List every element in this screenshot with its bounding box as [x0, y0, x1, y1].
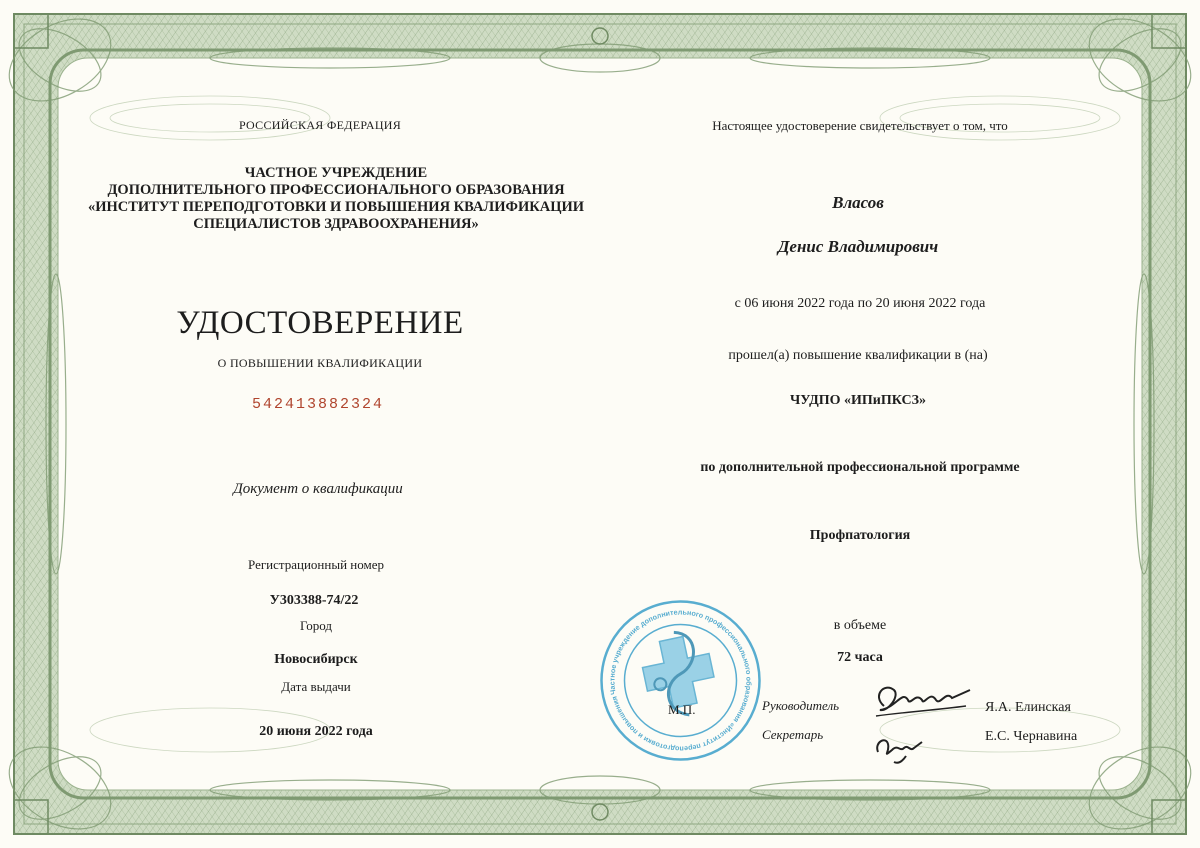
registration-number: У303388-74/22: [269, 593, 359, 608]
secretary-signature-icon: [872, 722, 932, 766]
institution-line: «ИНСТИТУТ ПЕРЕПОДГОТОВКИ И ПОВЫШЕНИЯ КВАЛИФИКАЦИИ: [87, 199, 585, 215]
stamp-mp-label: М.П.: [668, 702, 696, 717]
training-period: с 06 июня 2022 года по 20 июня 2022 года: [734, 296, 986, 311]
secretary-label: Секретарь: [762, 727, 824, 742]
institution-name: [88, 165, 584, 233]
passed-text: прошел(а) повышение квалификации в (на): [728, 348, 988, 363]
volume-value: 72 часа: [837, 650, 883, 665]
institution-line: ЧАСТНОЕ УЧРЕЖДЕНИЕ: [244, 165, 428, 181]
city-label: Город: [299, 618, 333, 633]
stamp-ring-text: Частное учреждение дополнительного профессионального образования «Институт переподготовки и повышения: [607, 607, 754, 754]
issue-date-label: Дата выдачи: [281, 679, 351, 694]
organization-short: ЧУДПО «ИПиПКСЗ»: [789, 393, 927, 408]
holder-surname: Власов: [832, 193, 884, 212]
head-signature-icon: [866, 676, 976, 726]
registration-label: Регистрационный номер: [248, 557, 384, 572]
secretary-name: Е.С. Чернавина: [985, 729, 1078, 744]
serial-number: 542413882324: [251, 396, 385, 413]
institution-line: СПЕЦИАЛИСТОВ ЗДРАВООХРАНЕНИЯ»: [193, 216, 479, 232]
institution-line: ДОПОЛНИТЕЛЬНОГО ПРОФЕССИОНАЛЬНОГО ОБРАЗОВАНИЯ: [107, 182, 565, 198]
program-name: Профпатология: [809, 528, 911, 543]
program-label: по дополнительной профессиональной программе: [700, 460, 1020, 475]
head-label: Руководитель: [762, 698, 840, 713]
document-type: Документ о квалификации: [233, 481, 403, 497]
head-name: Я.А. Елинская: [985, 700, 1071, 715]
certificate-title: УДОСТОВЕРЕНИЕ: [176, 305, 464, 341]
issue-date: 20 июня 2022 года: [259, 724, 373, 739]
volume-label: в объеме: [833, 618, 887, 633]
holder-name: Денис Владимирович: [777, 237, 939, 256]
country-label: РОССИЙСКАЯ ФЕДЕРАЦИЯ: [238, 118, 402, 132]
city-value: Новосибирск: [274, 652, 358, 667]
certificate-subtitle: О ПОВЫШЕНИИ КВАЛИФИКАЦИИ: [217, 356, 423, 370]
seal-stamp-icon: [598, 598, 763, 763]
intro-text: Настоящее удостоверение свидетельствует о том, что: [712, 118, 1008, 133]
